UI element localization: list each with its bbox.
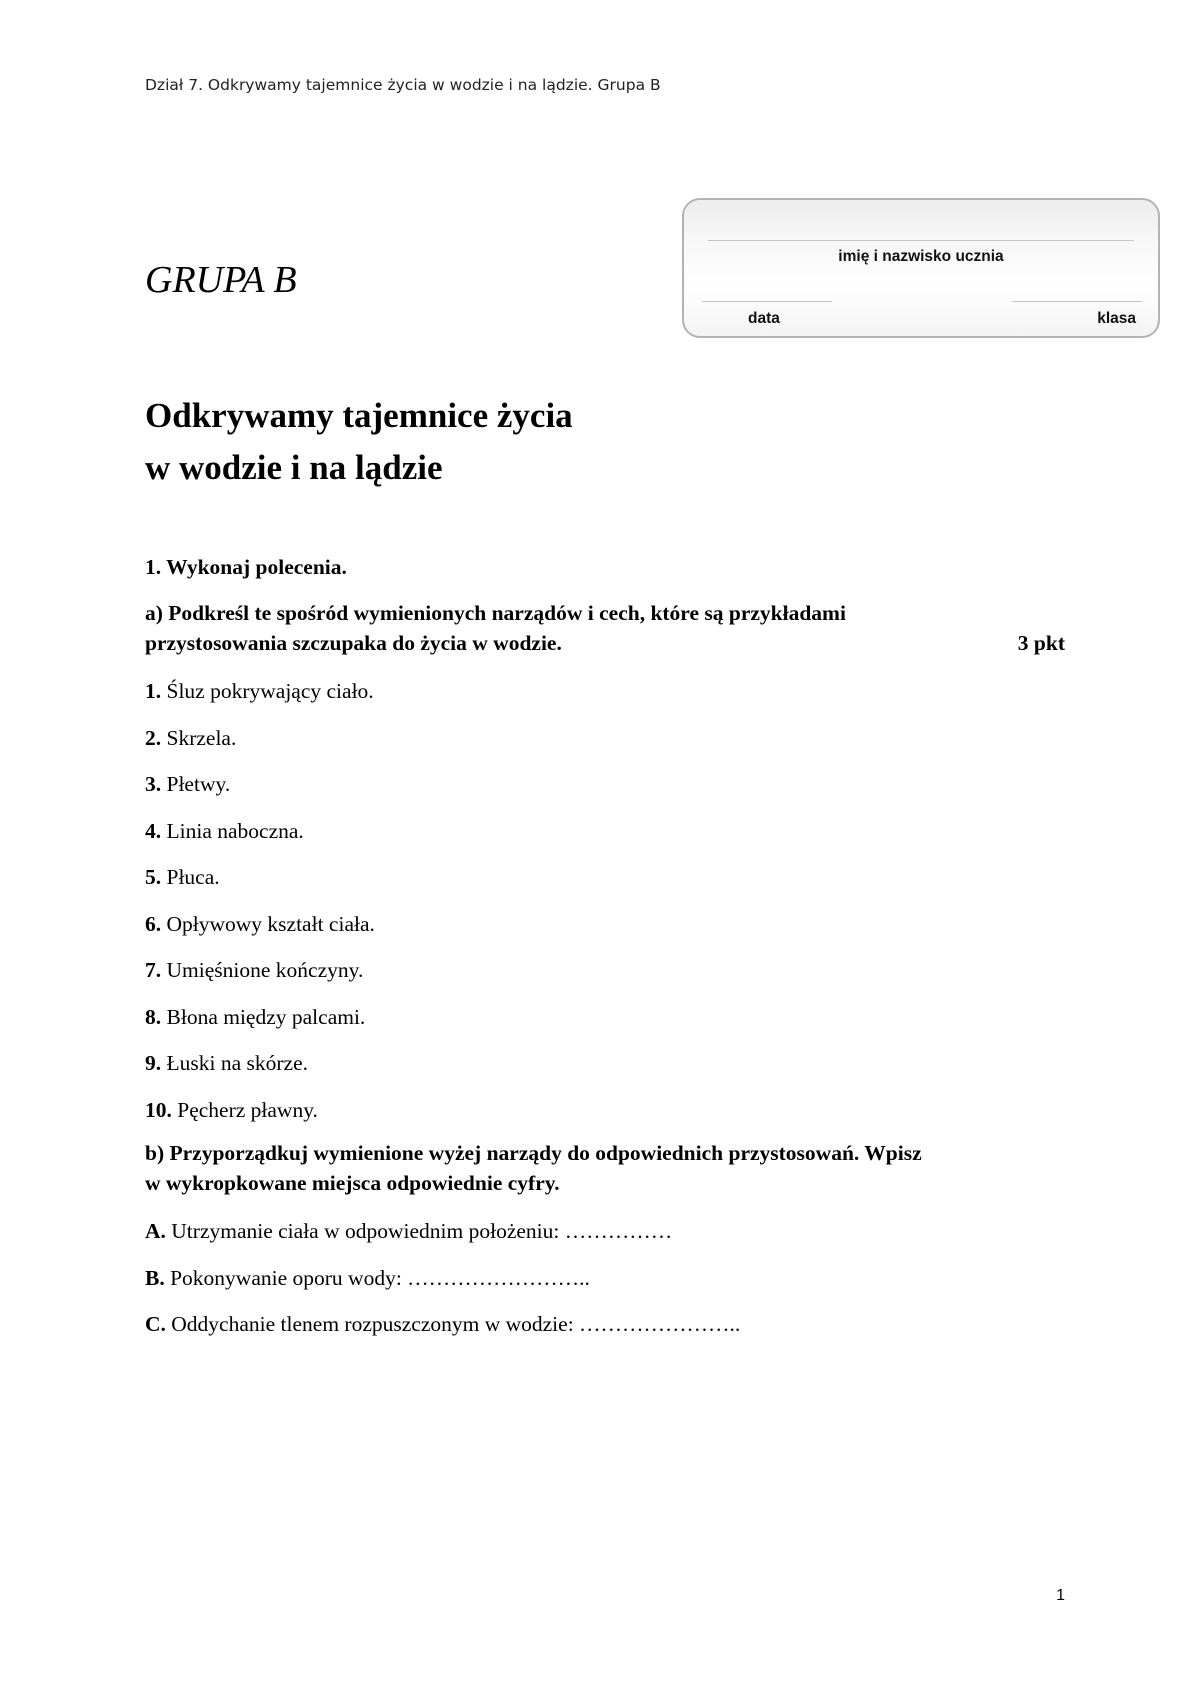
item-number: 6. bbox=[145, 911, 162, 936]
item-text: Płuca. bbox=[166, 865, 220, 889]
list-item bbox=[145, 1002, 1065, 1049]
list-item bbox=[145, 723, 1065, 770]
task-part-b bbox=[145, 1138, 1065, 1198]
class-line bbox=[1012, 301, 1142, 302]
task-a-line-2: przystosowania szczupaka do życia w wodzie. bbox=[145, 631, 562, 655]
name-line bbox=[708, 240, 1134, 241]
list-item bbox=[145, 1048, 1065, 1095]
list-item bbox=[145, 1095, 1065, 1142]
item-number: 3. bbox=[145, 772, 162, 796]
title-line-2: w wodzie i na lądzie bbox=[145, 448, 443, 487]
task-b-line-2: w wykropkowane miejsca odpowiednie cyfry. bbox=[145, 1171, 560, 1195]
class-label: klasa bbox=[1097, 310, 1136, 327]
answer-line bbox=[145, 1263, 1065, 1310]
item-number: 2. bbox=[145, 725, 162, 750]
answer-letter: C. bbox=[145, 1312, 166, 1336]
page-number: 1 bbox=[1056, 1587, 1065, 1604]
item-text: Skrzela. bbox=[166, 725, 237, 750]
item-text: Opływowy kształt ciała. bbox=[166, 911, 375, 936]
item-number: 4. bbox=[145, 818, 162, 843]
points-badge: 3 pkt bbox=[1017, 631, 1065, 655]
item-number: 9. bbox=[145, 1051, 162, 1075]
answer-text: Pokonywanie oporu wody: …………………….. bbox=[170, 1265, 590, 1290]
answer-text: Utrzymanie ciała w odpowiednim położeniu: …………… bbox=[171, 1219, 673, 1243]
date-label: data bbox=[748, 310, 780, 327]
worksheet-title bbox=[145, 390, 573, 494]
item-number: 1. bbox=[145, 679, 162, 703]
task-part-a bbox=[145, 598, 1065, 658]
item-list bbox=[145, 676, 1065, 1141]
title-line-1: Odkrywamy tajemnice życia bbox=[145, 396, 573, 435]
list-item bbox=[145, 955, 1065, 1002]
answer-letter: B. bbox=[145, 1265, 165, 1290]
item-number: 10. bbox=[145, 1097, 172, 1122]
item-number: 5. bbox=[145, 865, 162, 889]
item-text: Płetwy. bbox=[166, 772, 231, 796]
list-item bbox=[145, 676, 1065, 723]
running-header: Dział 7. Odkrywamy tajemnice życia w wodzie i na lądzie. Grupa B bbox=[145, 76, 661, 94]
item-number: 7. bbox=[145, 958, 162, 982]
task-a-line-1: a) Podkreśl te spośród wymienionych narządów i cech, które są przykładami bbox=[145, 601, 846, 625]
name-label: imię i nazwisko ucznia bbox=[838, 248, 1004, 265]
list-item bbox=[145, 816, 1065, 863]
item-text: Śluz pokrywający ciało. bbox=[166, 679, 374, 703]
answer-list bbox=[145, 1216, 1065, 1356]
item-number: 8. bbox=[145, 1004, 162, 1029]
group-title: GRUPA B bbox=[145, 259, 297, 301]
item-text: Pęcherz pławny. bbox=[177, 1097, 318, 1122]
answer-line bbox=[145, 1309, 1065, 1356]
task-heading: 1. Wykonaj polecenia. bbox=[145, 555, 347, 579]
item-text: Błona między palcami. bbox=[166, 1004, 366, 1029]
answer-letter: A. bbox=[145, 1219, 166, 1243]
list-item bbox=[145, 769, 1065, 816]
answer-line bbox=[145, 1216, 1065, 1263]
date-line bbox=[702, 301, 832, 302]
item-text: Umięśnione kończyny. bbox=[166, 958, 364, 982]
student-info-box bbox=[682, 198, 1160, 338]
list-item bbox=[145, 909, 1065, 956]
item-text: Łuski na skórze. bbox=[166, 1051, 309, 1075]
item-text: Linia naboczna. bbox=[166, 818, 304, 843]
list-item bbox=[145, 862, 1065, 909]
answer-text: Oddychanie tlenem rozpuszczonym w wodzie: ………………….. bbox=[171, 1312, 741, 1336]
task-b-line-1: b) Przyporządkuj wymienione wyżej narządy do odpowiednich przystosowań. Wpisz bbox=[145, 1141, 922, 1165]
